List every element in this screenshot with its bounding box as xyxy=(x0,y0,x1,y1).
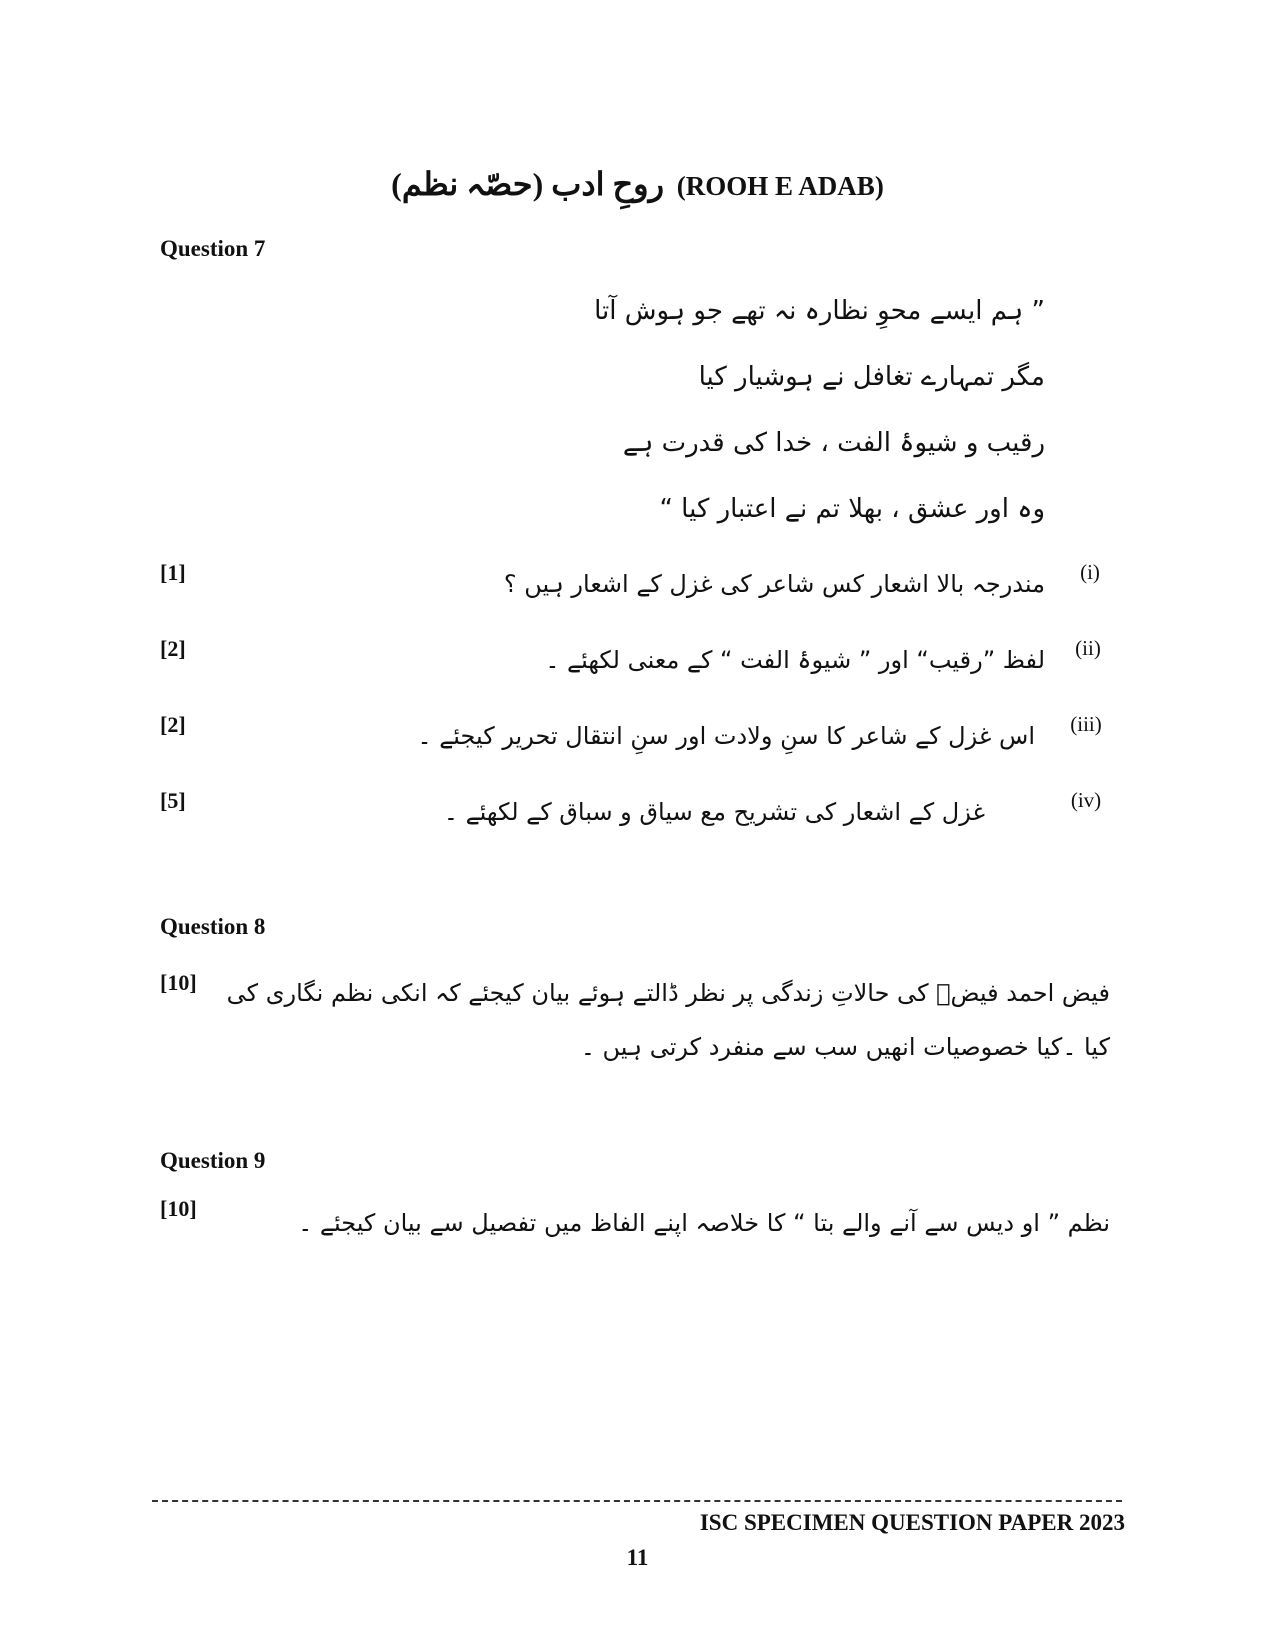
q7-verse-4: وہ اور عشق ، بھلا تم نے اعتبار کیا “ xyxy=(659,494,1045,524)
q7-i-marks: [1] xyxy=(160,560,186,585)
question-8-heading: Question 8 xyxy=(160,914,266,939)
q7-iii-marks: [2] xyxy=(160,712,186,737)
q7-iii-number: (iii) xyxy=(1070,712,1102,736)
footer-paper-title: ISC SPECIMEN QUESTION PAPER 2023 xyxy=(699,1510,1125,1535)
q8-text: فیض احمد فیضؔ کی حالاتِ زندگی پر نظر ڈالتے ہوئے بیان کیجئے کہ انکی نظم نگاری کی کیا ۔کیا خصوصیات انھیں سب سے منفرد کرتی ہیں ۔ xyxy=(226,979,1110,1061)
q7-i-number: (i) xyxy=(1080,560,1100,584)
page-number: 11 xyxy=(626,1545,649,1570)
q7-verse-3: رقیب و شیوۂ الفت ، خدا کی قدرت ہے xyxy=(622,428,1045,458)
section-title-latin: (ROOH E ADAB) xyxy=(676,171,884,201)
question-9-heading: Question 9 xyxy=(160,1148,266,1173)
q7-iv-number: (iv) xyxy=(1070,788,1102,812)
q7-ii-number: (ii) xyxy=(1075,636,1101,660)
section-title xyxy=(0,165,1275,203)
q7-verse-2: مگر تمہارے تغافل نے ہوشیار کیا xyxy=(698,362,1045,392)
q7-iv-marks: [5] xyxy=(160,788,186,813)
question-7-heading: Question 7 xyxy=(160,236,266,261)
q8-marks: [10] xyxy=(160,970,197,995)
q7-verse-1: ” ہم ایسے محوِ نظارہ نہ تھے جو ہوش آتا xyxy=(594,296,1045,326)
q9-marks: [10] xyxy=(160,1196,197,1221)
q7-ii-text: لفظ ”رقیب“ اور ” شیوۂ الفت “ کے معنی لکھئے ۔ xyxy=(545,646,1045,674)
footer-divider xyxy=(152,1500,1122,1502)
q7-ii-marks: [2] xyxy=(160,636,186,661)
q7-iv-text: غزل کے اشعار کی تشریح مع سیاق و سباق کے لکھئے ۔ xyxy=(443,798,985,826)
q7-i-text: مندرجہ بالا اشعار کس شاعر کی غزل کے اشعار ہیں ؟ xyxy=(503,570,1045,598)
section-title-urdu: روحِ ادب (حصّہ نظم) xyxy=(391,166,665,202)
q7-iii-text: اس غزل کے شاعر کا سنِ ولادت اور سنِ انتقال تحریر کیجئے ۔ xyxy=(417,722,1035,750)
q9-text: نظم ” او دیس سے آنے والے بتا “ کا خلاصہ اپنے الفاظ میں تفصیل سے بیان کیجئے ۔ xyxy=(298,1209,1110,1237)
